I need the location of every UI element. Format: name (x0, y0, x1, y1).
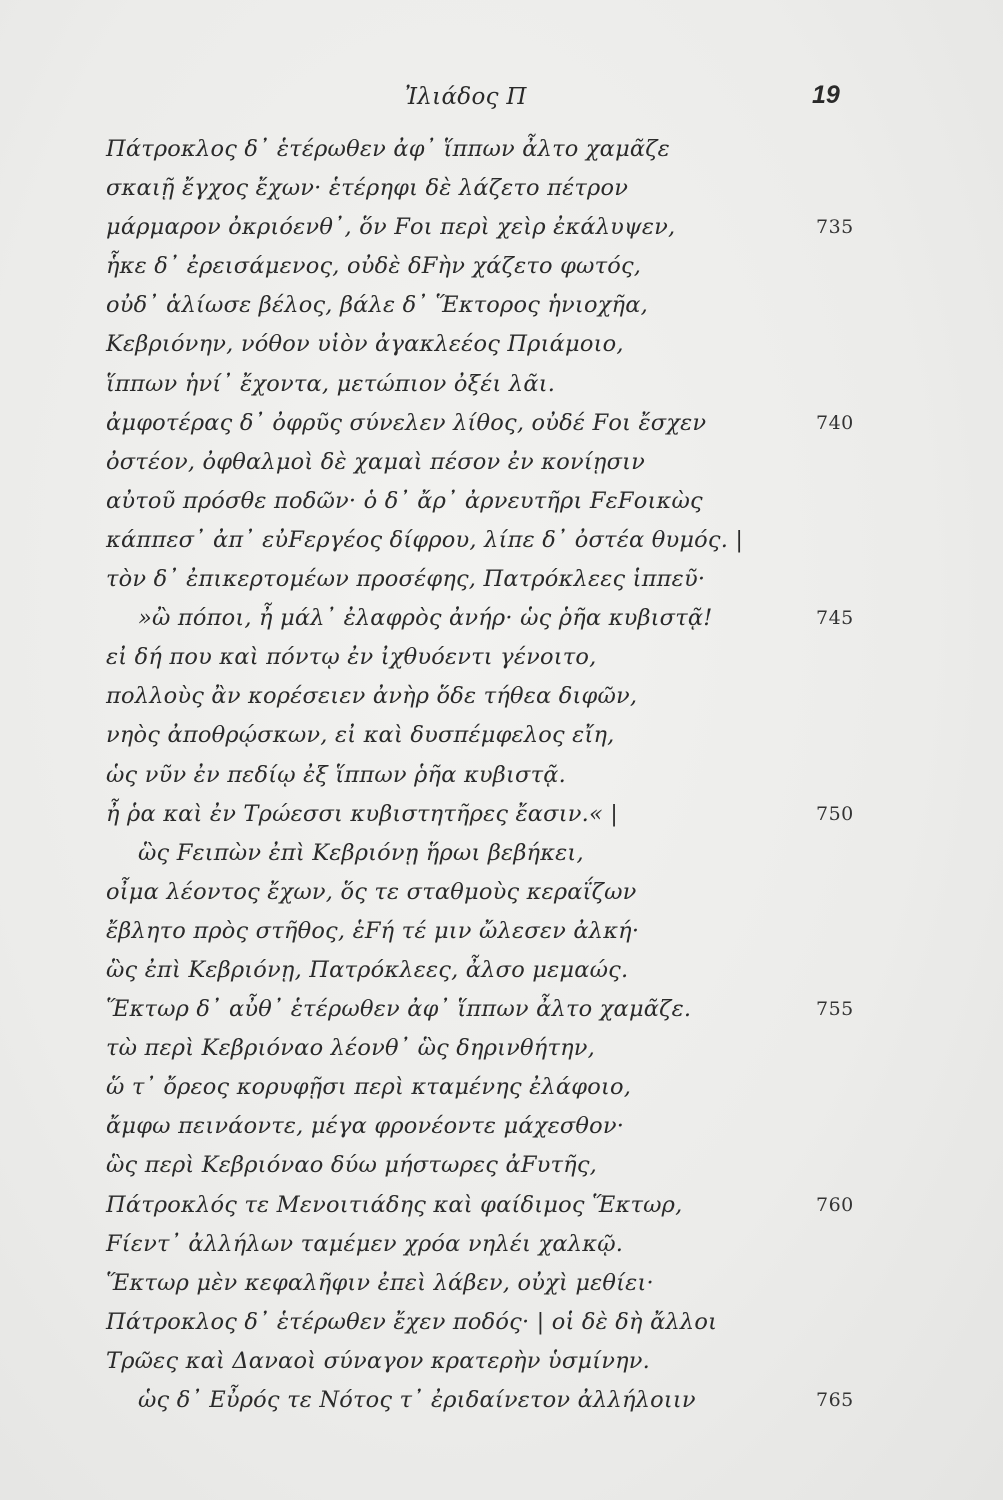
verse-line (0, 1146, 1003, 1185)
verse-line (0, 1264, 1003, 1303)
verse-line (0, 482, 1003, 521)
verse-line (0, 1029, 1003, 1068)
verse-number: 745 (816, 607, 854, 630)
verse-text: αὐτοῦ πρόσθε ποδῶν· ὁ δ᾽ ἄρ᾽ ἀρνευτῆρι FεFοικὼς (106, 487, 703, 514)
verse-line (0, 873, 1003, 912)
verse-number: 750 (816, 802, 854, 825)
verse-text: ἀμφοτέρας δ᾽ ὀφρῦς σύνελεν λίθος, οὐδέ Fοι ἔσχεν (106, 409, 707, 436)
verse-line (0, 404, 1003, 443)
running-title: Ἰλιάδος Π (405, 84, 527, 110)
verse-line (0, 677, 1003, 716)
verse-text: μάρμαρον ὀκριόενθ᾽, ὅν Fοι περὶ χεὶρ ἐκάλυψεν, (106, 214, 676, 241)
verse-line (0, 834, 1003, 873)
verse-line (0, 521, 1003, 560)
verse-text: ὀστέον, ὀφθαλμοὶ δὲ χαμαὶ πέσον ἐν κονίῃσιν (106, 448, 646, 475)
verse-line (0, 365, 1003, 404)
verse-number: 740 (816, 411, 854, 434)
verse-number: 760 (816, 1193, 854, 1216)
verse-line (0, 130, 1003, 169)
verse-text: οὐδ᾽ ἁλίωσε βέλος, βάλε δ᾽ Ἕκτορος ἡνιοχῆα, (106, 292, 648, 319)
verse-line (0, 716, 1003, 755)
verse-line (0, 1107, 1003, 1146)
verse-text: ἄμφω πεινάοντε, μέγα φρονέοντε μάχεσθον· (106, 1113, 625, 1140)
verse-text: νηὸς ἀποθρῴσκων, εἰ καὶ δυσπέμφελος εἴη, (106, 722, 615, 749)
verse-text: ὡς δ᾽ Εὖρός τε Νότος τ᾽ ἐριδαίνετον ἀλλήλοιιν (138, 1387, 696, 1413)
verse-number: 765 (816, 1389, 854, 1411)
verse-text: Πάτροκλος δ᾽ ἑτέρωθεν ἔχεν ποδός· | οἱ δὲ δὴ ἄλλοι (106, 1308, 718, 1335)
verse-line (0, 1068, 1003, 1107)
verse-text: ὣς περὶ Κεβριόναο δύω μήστωρες ἀFυτῆς, (106, 1152, 598, 1179)
page-number: 19 (812, 81, 840, 109)
verse-text: ἧκε δ᾽ ἐρεισάμενος, οὐδὲ δFὴν χάζετο φωτός, (106, 253, 642, 280)
verse-line (0, 208, 1003, 247)
verse-line (0, 990, 1003, 1029)
verse-text: ἔβλητο πρὸς στῆθος, ἑFή τέ μιν ὤλεσεν ἀλκή· (106, 917, 640, 944)
verse-line (0, 1186, 1003, 1225)
verse-text: »ὢ πόποι, ἦ μάλ᾽ ἐλαφρὸς ἀνήρ· ὡς ῥῆα κυβιστᾷ! (138, 605, 713, 632)
verse-text: Τρῶες καὶ Δαναοὶ σύναγον κρατερὴν ὑσμίνην. (106, 1347, 651, 1374)
verse-text: ἵππων ἡνί᾽ ἔχοντα, μετώπιον ὀξέι λᾶι. (106, 370, 556, 397)
verse-number: 755 (816, 998, 854, 1021)
verse-line (0, 599, 1003, 638)
verse-line (0, 912, 1003, 951)
verse-text: Κεβριόνην, νόθον υἱὸν ἀγακλεέος Πριάμοιο, (106, 331, 624, 358)
verse-text: τὼ περὶ Κεβριόναο λέονθ᾽ ὣς δηρινθήτην, (106, 1035, 596, 1062)
verse-text: Ἕκτωρ δ᾽ αὖθ᾽ ἑτέρωθεν ἀφ᾽ ἵππων ἆλτο χαμᾶζε. (106, 996, 692, 1023)
verse-text: ὥ τ᾽ ὄρεος κορυφῇσι περὶ κταμένης ἐλάφοιο, (106, 1074, 632, 1101)
verse-block (0, 130, 1003, 1420)
verse-line (0, 756, 1003, 795)
verse-line (0, 443, 1003, 482)
verse-text: τὸν δ᾽ ἐπικερτομέων προσέφης, Πατρόκλεες ἱππεῦ· (106, 566, 706, 593)
verse-text: πολλοὺς ἂν κορέσειεν ἀνὴρ ὅδε τήθεα διφῶν, (106, 683, 638, 710)
verse-text: εἰ δή που καὶ πόντῳ ἐν ἰχθυόεντι γένοιτο, (106, 644, 597, 671)
verse-line (0, 325, 1003, 364)
verse-line (0, 951, 1003, 990)
verse-line (0, 560, 1003, 599)
verse-line (0, 1381, 1003, 1420)
verse-text: οἶμα λέοντος ἔχων, ὅς τε σταθμοὺς κεραΐζων (106, 878, 637, 905)
verse-line (0, 169, 1003, 208)
verse-text: ὣς ἐπὶ Κεβριόνῃ, Πατρόκλεες, ἆλσο μεμαώς. (106, 956, 629, 983)
verse-text: Fίεντ᾽ ἀλλήλων ταμέμεν χρόα νηλέι χαλκῷ. (106, 1230, 624, 1257)
verse-text: Ἕκτωρ μὲν κεφαλῆφιν ἐπεὶ λάβεν, οὐχὶ μεθίει· (106, 1269, 654, 1296)
verse-line (0, 286, 1003, 325)
verse-text: σκαιῇ ἔγχος ἔχων· ἑτέρηφι δὲ λάζετο πέτρον (106, 175, 629, 202)
verse-text: Πάτροκλος δ᾽ ἑτέρωθεν ἀφ᾽ ἵππων ἆλτο χαμᾶζε (106, 136, 670, 162)
verse-text: Πάτροκλός τε Μενοιτιάδης καὶ φαίδιμος Ἕκτωρ, (106, 1191, 683, 1218)
verse-line (0, 795, 1003, 834)
verse-line (0, 247, 1003, 286)
verse-line (0, 1303, 1003, 1342)
verse-text: ἦ ῥα καὶ ἐν Τρώεσσι κυβιστητῆρες ἔασιν.« | (106, 800, 619, 827)
verse-line (0, 638, 1003, 677)
verse-line (0, 1342, 1003, 1381)
verse-text: ὣς Fειπὼν ἐπὶ Κεβριόνῃ ἥρωι βεβήκει, (138, 839, 584, 866)
verse-number: 735 (816, 216, 854, 239)
verse-text: ὡς νῦν ἐν πεδίῳ ἐξ ἵππων ῥῆα κυβιστᾷ. (106, 761, 566, 788)
page-header (0, 81, 1003, 124)
verse-text: κάππεσ᾽ ἀπ᾽ εὐFεργέος δίφρου, λίπε δ᾽ ὀστέα θυμός. | (106, 526, 744, 553)
verse-line (0, 1225, 1003, 1264)
